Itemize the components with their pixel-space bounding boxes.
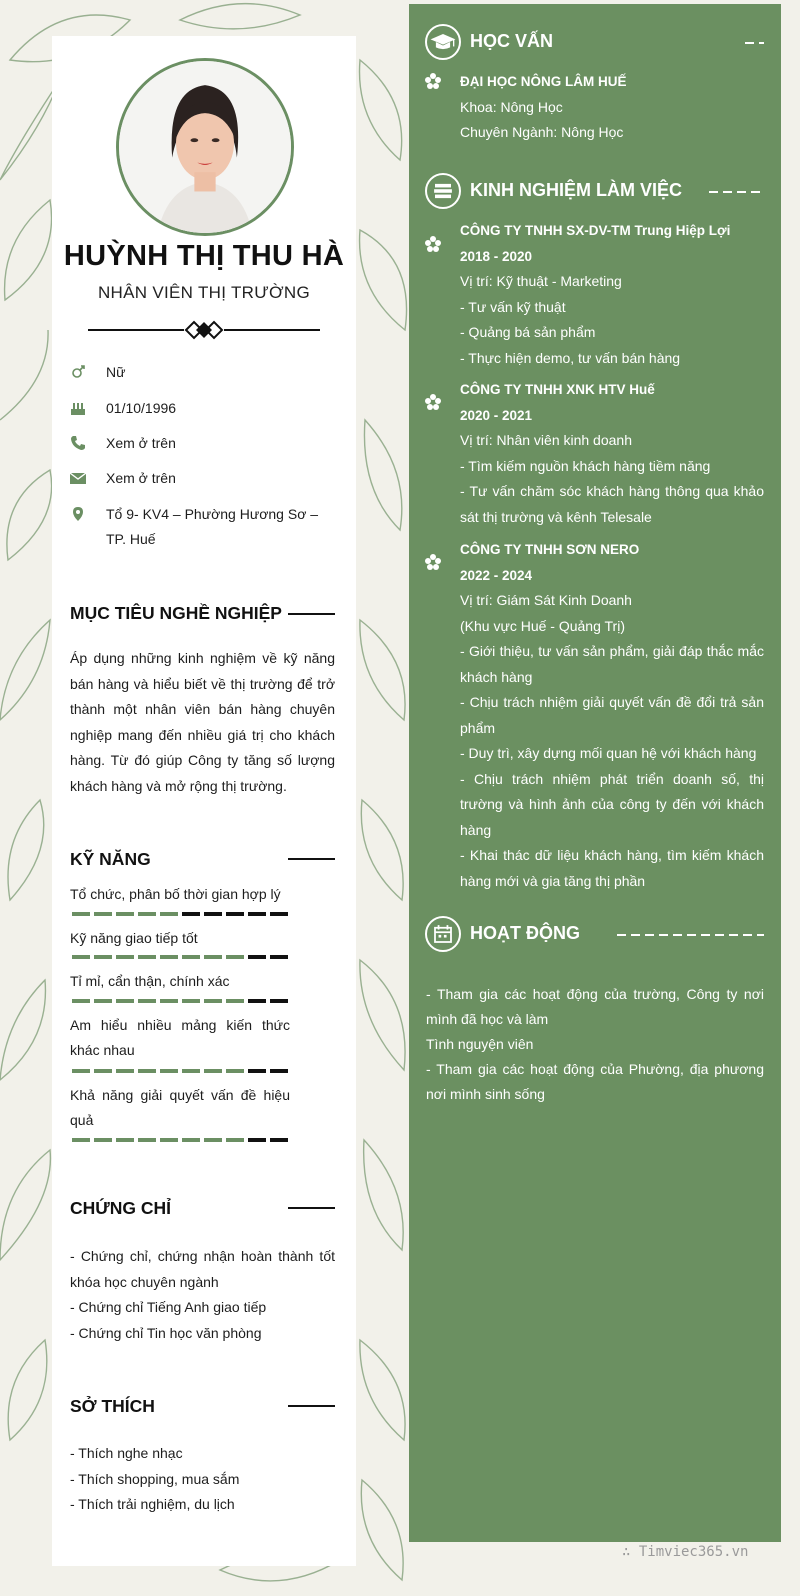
skill-segment-filled	[182, 1138, 200, 1142]
skill-segment-filled	[138, 955, 156, 959]
job-company: CÔNG TY TNHH SƠN NERO	[460, 542, 640, 557]
skill-segment-empty	[248, 955, 266, 959]
job-line: - Chịu trách nhiệm giải quyết vấn đề đổi trả sản phẩm	[460, 694, 764, 736]
skill-segment-empty	[248, 1069, 266, 1073]
objective-text: Áp dụng những kinh nghiệm về kỹ năng bán hàng và hiểu biết về thị trường để trở thành một nhân viên bán hàng chuyên nghiệp mang đến nhiều giá trị cho khách hàng. Từ đó giúp Công ty tăng số lượng khách hàng và mở rộng thị trường.	[70, 650, 335, 794]
job-line: - Chịu trách nhiệm phát triển doanh số, thị trường và hình ảnh của công ty đến với khách hàng	[460, 770, 764, 838]
contact-phone-text: Xem ở trên	[106, 435, 176, 451]
map-pin-icon	[70, 506, 86, 522]
candidate-name: HUỲNH THỊ THU HÀ	[63, 240, 345, 272]
certificate-item: - Chứng chỉ Tin học văn phòng	[70, 1324, 262, 1341]
skill-segment-filled	[138, 912, 156, 916]
hobby-item: - Thích nghe nhạc	[70, 1445, 183, 1461]
skill-segment-filled	[116, 912, 134, 916]
job-line: Vị trí: Nhân viên kinh doanh	[460, 432, 632, 448]
hobby-item: - Thích trải nghiệm, du lịch	[70, 1496, 235, 1512]
skill-segment-filled	[160, 1069, 178, 1073]
job-line: - Tư vấn kỹ thuật	[460, 298, 566, 315]
skill-segment-empty	[270, 955, 288, 959]
skill-segment-filled	[94, 1138, 112, 1142]
skill-segment-empty	[248, 1138, 266, 1142]
skills-title: KỸ NĂNG	[70, 849, 151, 869]
skill-segment-filled	[182, 955, 200, 959]
education-major: Chuyên Ngành: Nông Học	[460, 124, 624, 140]
job-company: CÔNG TY TNHH XNK HTV Huế	[460, 382, 655, 397]
skill-segment-filled	[72, 1069, 90, 1073]
certificate-item: - Chứng chỉ, chứng nhận hoàn thành tốt khóa học chuyên ngành	[70, 1248, 335, 1290]
skill-segment-filled	[138, 1069, 156, 1073]
skill-segment-empty	[204, 912, 222, 916]
skill-segment-filled	[72, 1138, 90, 1142]
avatar	[116, 58, 294, 236]
skill-segment-filled	[72, 955, 90, 959]
skill-segment-filled	[72, 912, 90, 916]
birthday-cake-icon	[70, 400, 86, 416]
objective-title-line	[288, 613, 335, 615]
avatar-portrait-icon	[119, 61, 291, 233]
skill-segment-filled	[94, 955, 112, 959]
skill-segment-filled	[226, 955, 244, 959]
contact-birthday-text: 01/10/1996	[106, 400, 177, 416]
job-line: - Quảng bá sản phẩm	[460, 324, 596, 340]
skill-segment-filled	[138, 1138, 156, 1142]
skill-segment-filled	[204, 955, 222, 959]
activities-section-icon	[425, 916, 461, 952]
skill-segment-filled	[226, 999, 244, 1003]
skill-segment-empty	[226, 912, 244, 916]
flower-bullet-icon	[425, 394, 441, 410]
skill-bar	[72, 955, 290, 959]
skill-segment-filled	[204, 1138, 222, 1142]
job-line: Vị trí: Kỹ thuật - Marketing	[460, 273, 622, 289]
activities-title: HOẠT ĐỘNG	[470, 923, 580, 943]
skill-segment-filled	[160, 999, 178, 1003]
job-period: 2022 - 2024	[460, 567, 533, 583]
phone-icon	[70, 435, 86, 451]
job-period: 2018 - 2020	[460, 248, 533, 264]
job-line: - Tư vấn chăm sóc khách hàng thông qua khảo sát thị trường và kênh Telesale	[460, 483, 764, 525]
education-title-dash	[745, 42, 764, 44]
education-title: HỌC VẤN	[470, 31, 554, 51]
hobbies-list	[70, 1441, 335, 1518]
skill-segment-filled	[160, 955, 178, 959]
skill-segment-filled	[160, 912, 178, 916]
skill-label: Tỉ mỉ, cẩn thận, chính xác	[70, 973, 230, 989]
experience-section-icon	[425, 173, 461, 209]
diamond-divider-icon	[88, 318, 320, 342]
skill-bar	[72, 1069, 290, 1073]
skills-title-line	[288, 858, 335, 860]
experience-title-dash	[709, 191, 764, 193]
skill-segment-filled	[116, 955, 134, 959]
experience-title: KINH NGHIỆM LÀM VIỆC	[470, 180, 683, 200]
skill-segment-empty	[270, 912, 288, 916]
activity-item: Tình nguyện viên	[426, 1036, 534, 1052]
objective-title: MỤC TIÊU NGHỀ NGHIỆP	[70, 603, 282, 623]
skill-segment-empty	[248, 912, 266, 916]
activity-item: - Tham gia các hoạt động của trường, Công ty nơi mình đã học và làm	[426, 986, 764, 1027]
skill-segment-filled	[138, 999, 156, 1003]
activities-list	[426, 982, 764, 1107]
skill-segment-empty	[182, 912, 200, 916]
education-block	[460, 69, 764, 146]
skill-bar	[72, 912, 290, 916]
skill-segment-empty	[270, 1138, 288, 1142]
job-period: 2020 - 2021	[460, 407, 533, 423]
skill-segment-filled	[116, 1138, 134, 1142]
hobbies-title: SỞ THÍCH	[70, 1396, 155, 1416]
job-line: - Tìm kiếm nguồn khách hàng tiềm năng	[460, 457, 711, 474]
skill-label: Am hiểu nhiều mảng kiến thức khác nhau	[70, 1017, 290, 1058]
education-school: ĐẠI HỌC NÔNG LÂM HUẾ	[460, 74, 627, 89]
skill-segment-filled	[204, 1069, 222, 1073]
skill-segment-filled	[204, 999, 222, 1003]
job-block	[460, 537, 764, 894]
flower-bullet-icon	[425, 73, 441, 89]
education-section-icon	[425, 24, 461, 60]
hobbies-title-line	[288, 1405, 335, 1407]
skill-segment-filled	[182, 999, 200, 1003]
skill-label: Kỹ năng giao tiếp tốt	[70, 930, 198, 946]
job-block	[460, 377, 764, 530]
certificates-title-line	[288, 1207, 335, 1209]
skill-segment-filled	[160, 1138, 178, 1142]
flower-bullet-icon	[425, 236, 441, 252]
job-line: - Thực hiện demo, tư vấn bán hàng	[460, 349, 681, 366]
activities-title-dash	[617, 934, 764, 936]
skill-segment-filled	[72, 999, 90, 1003]
job-line: (Khu vực Huế - Quảng Trị)	[460, 617, 625, 634]
skill-segment-filled	[182, 1069, 200, 1073]
contact-address-text: Tổ 9- KV4 – Phường Hương Sơ – TP. Huế	[106, 506, 319, 547]
skill-bar	[72, 1138, 290, 1142]
job-line: - Giới thiệu, tư vấn sản phẩm, giải đáp thắc mắc khách hàng	[460, 643, 764, 685]
job-line: Vị trí: Giám Sát Kinh Doanh	[460, 592, 632, 608]
skill-segment-filled	[94, 999, 112, 1003]
certificate-item: - Chứng chỉ Tiếng Anh giao tiếp	[70, 1299, 267, 1315]
activity-item: - Tham gia các hoạt động của Phường, địa phương nơi mình sinh sống	[426, 1061, 764, 1102]
skill-label: Khả năng giải quyết vấn đề hiệu quả	[70, 1087, 290, 1128]
job-company: CÔNG TY TNHH SX-DV-TM Trung Hiệp Lợi	[460, 223, 731, 238]
watermark: ∴ Timviec365.vn	[622, 1544, 749, 1560]
skill-segment-filled	[226, 1069, 244, 1073]
gender-icon	[70, 364, 86, 380]
graduation-cap-icon	[427, 26, 459, 58]
job-block	[460, 218, 764, 371]
skill-segment-empty	[270, 1069, 288, 1073]
education-faculty: Khoa: Nông Học	[460, 98, 563, 115]
contact-email-text: Xem ở trên	[106, 470, 176, 486]
envelope-icon	[70, 470, 86, 486]
books-icon	[427, 175, 459, 207]
job-line: - Duy trì, xây dựng mối quan hệ với khách hàng	[460, 745, 757, 761]
contact-gender-text: Nữ	[106, 364, 126, 380]
skill-segment-filled	[116, 999, 134, 1003]
candidate-job-title: NHÂN VIÊN THỊ TRƯỜNG	[97, 283, 311, 302]
flower-bullet-icon	[425, 554, 441, 570]
job-line: - Khai thác dữ liệu khách hàng, tìm kiếm khách hàng mới và gia tăng thị phần	[460, 847, 764, 889]
skill-bar	[72, 999, 290, 1003]
certificates-title: CHỨNG CHỈ	[70, 1198, 172, 1218]
skill-segment-empty	[248, 999, 266, 1003]
calendar-icon	[427, 918, 459, 950]
skill-segment-empty	[270, 999, 288, 1003]
certificates-list	[70, 1244, 335, 1346]
skill-segment-filled	[94, 1069, 112, 1073]
skill-label: Tổ chức, phân bố thời gian hợp lý	[70, 886, 281, 902]
skill-segment-filled	[226, 1138, 244, 1142]
skill-segment-filled	[116, 1069, 134, 1073]
skill-segment-filled	[94, 912, 112, 916]
hobby-item: - Thích shopping, mua sắm	[70, 1470, 240, 1487]
